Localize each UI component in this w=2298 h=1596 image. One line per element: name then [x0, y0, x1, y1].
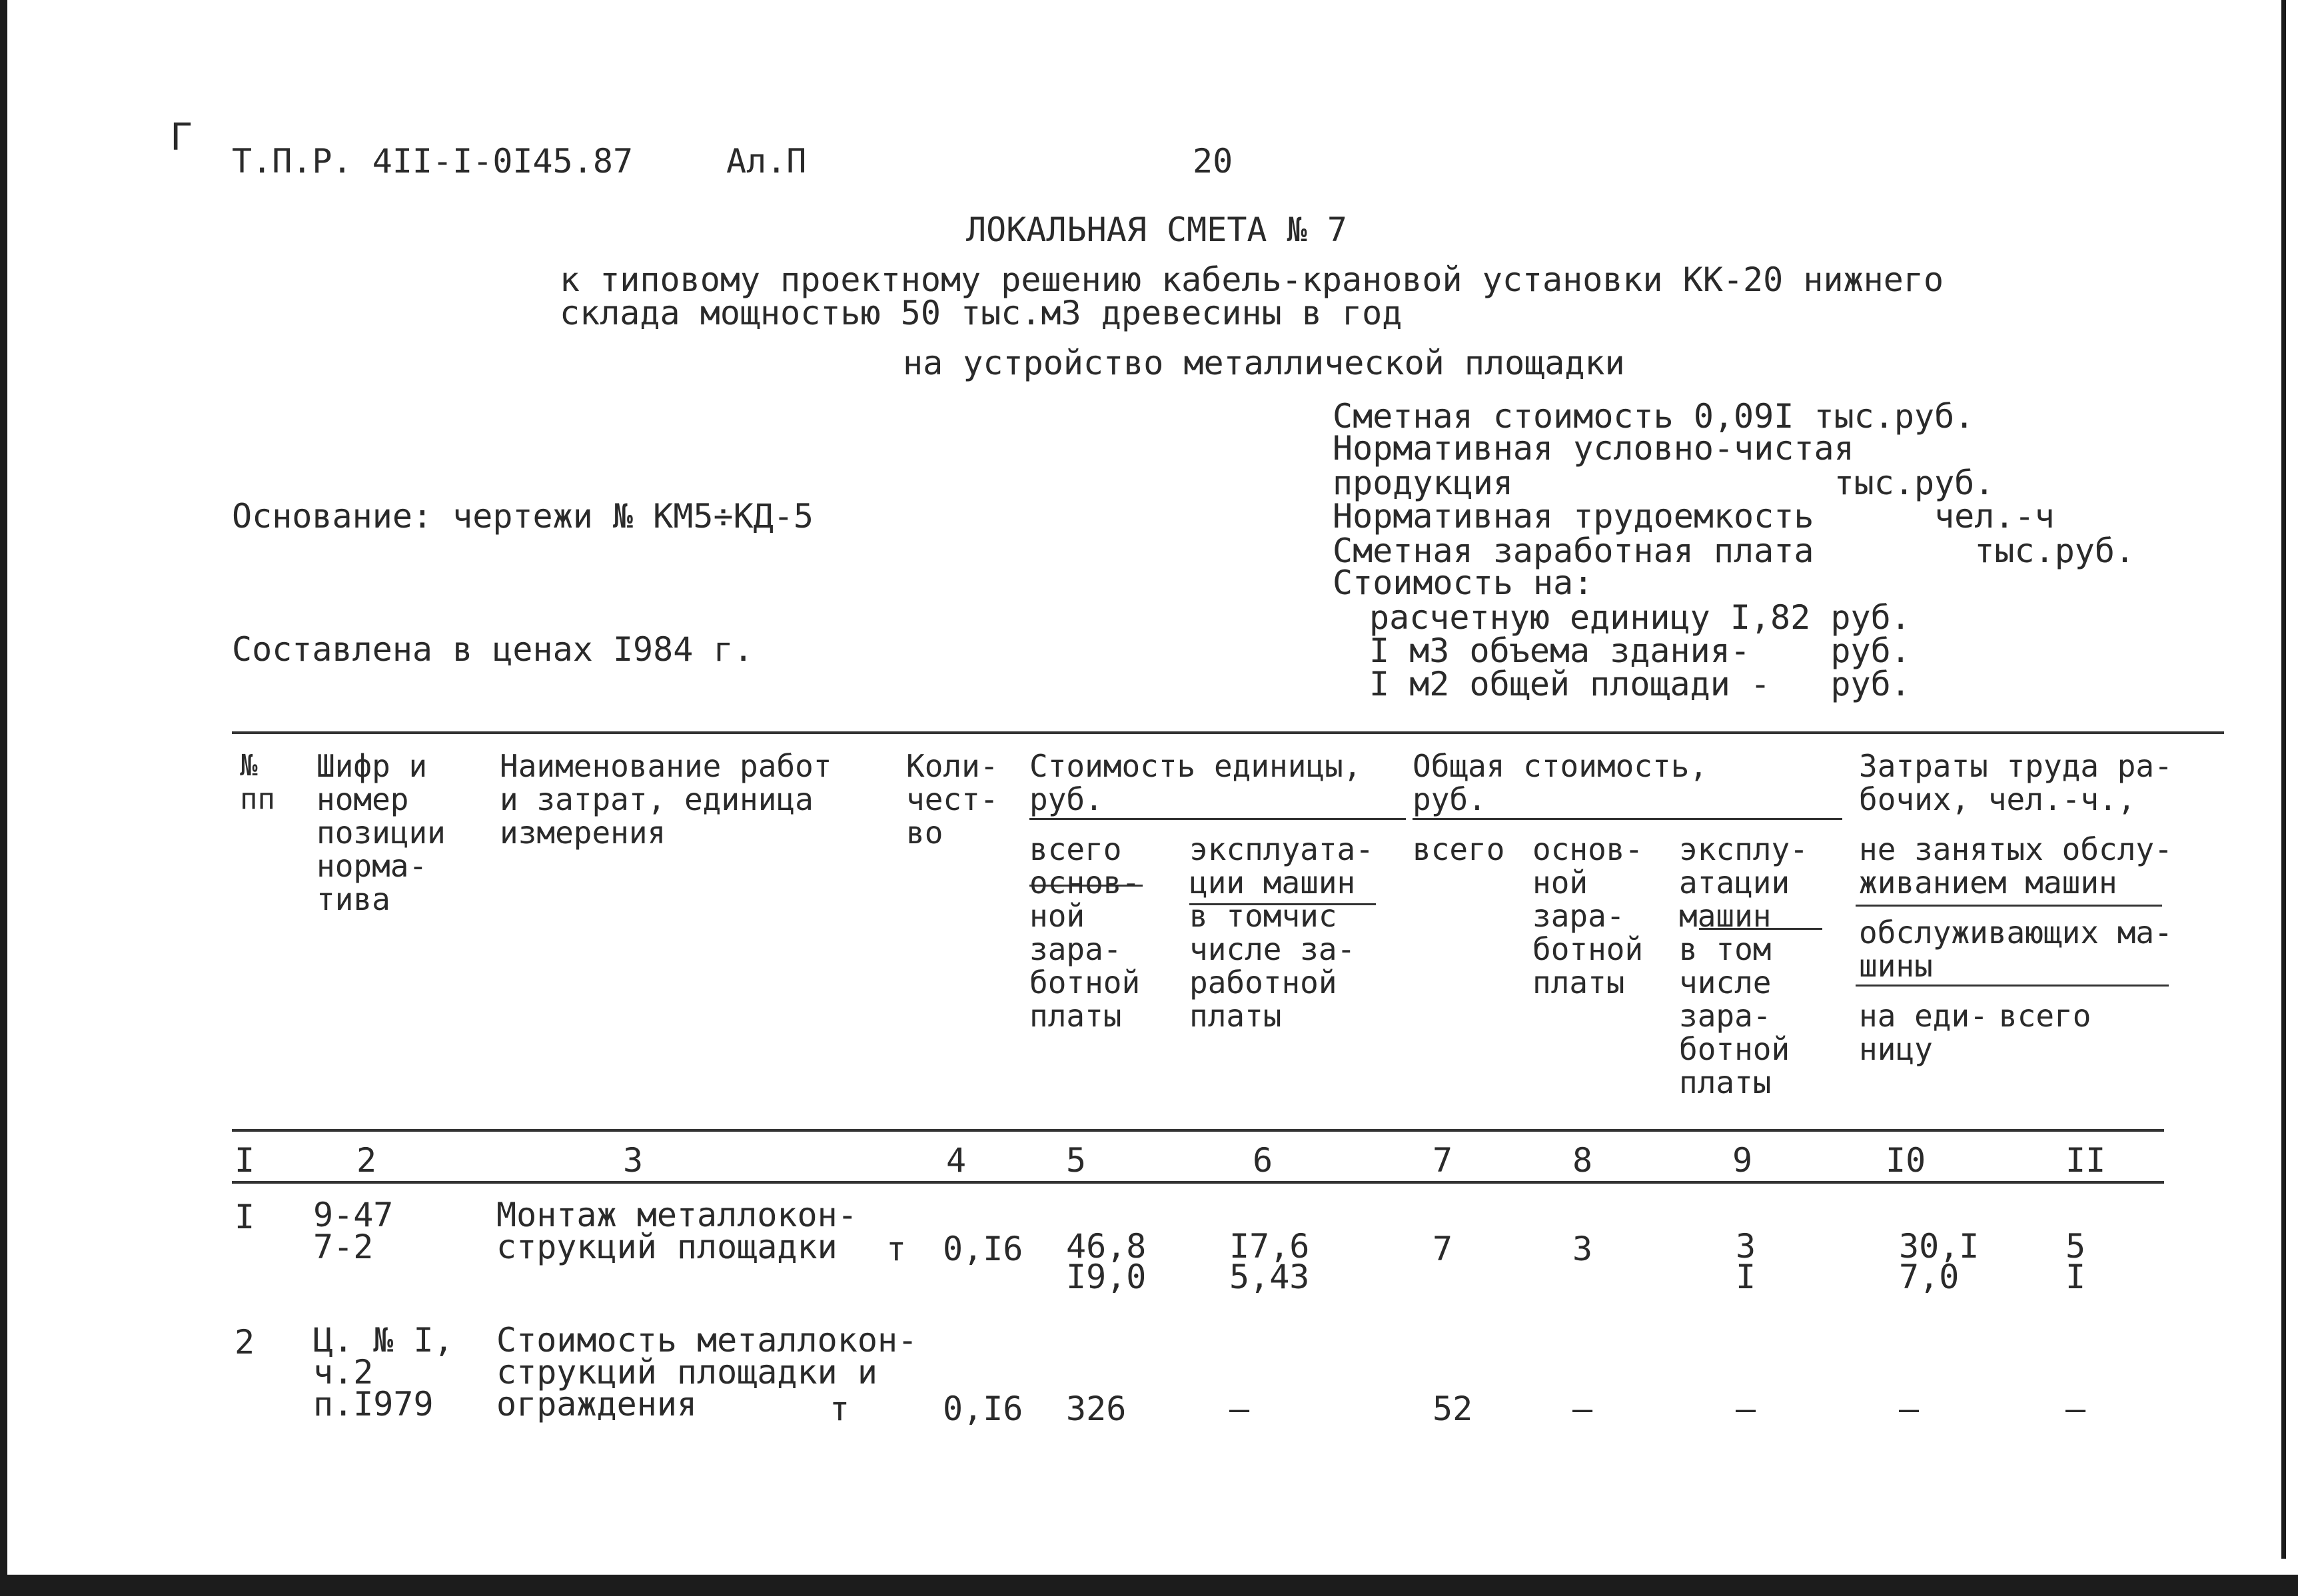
- row1-c7: 7: [1433, 1230, 1453, 1268]
- title-line-3: на устройство металлической площадки: [903, 344, 1625, 382]
- summary-line-1: Сметная стоимость 0,09I тыс.руб.: [1333, 397, 1975, 436]
- col-number-3: 3: [623, 1141, 644, 1180]
- col-number-8: 8: [1572, 1141, 1593, 1180]
- row2-code: Ц. № I, ч.2 п.I979: [313, 1321, 454, 1423]
- summary-line-8: I м3 объема здания- руб.: [1369, 631, 1911, 670]
- title-line-1: к типовому проектному решению кабель-крановой установки КК-20 нижнего: [560, 260, 1944, 299]
- summary-line-4: Нормативная трудоемкость чел.-ч: [1333, 497, 2055, 536]
- col-number-5: 5: [1066, 1141, 1087, 1180]
- hdr-col2: Шифр и номер позиции норма- тива: [316, 748, 446, 917]
- row2-unit: т: [830, 1390, 850, 1428]
- row2-number: 2: [235, 1323, 255, 1362]
- row2-c7: 52: [1433, 1390, 1473, 1428]
- row1-c8: 3: [1572, 1230, 1593, 1268]
- hdr-col4: Коли- чест- во: [906, 748, 999, 851]
- basis: Основание: чертежи № КМ5÷КД-5: [232, 497, 814, 536]
- summary-line-6: Стоимость на:: [1333, 564, 1594, 602]
- col-number-9: 9: [1732, 1141, 1753, 1180]
- summary-line-3: продукция тыс.руб.: [1333, 464, 1995, 502]
- scan-border-left: [0, 0, 7, 1596]
- album-number: Ал.П: [726, 142, 807, 181]
- row1-qty: 0,I6: [943, 1230, 1023, 1268]
- row2-c9: –: [1736, 1390, 1756, 1428]
- row1-number: I: [235, 1198, 255, 1236]
- page-number: 20: [1193, 142, 1233, 181]
- table-top-rule: [232, 731, 2224, 734]
- row1-name: Монтаж металлокон- струкций площадки: [496, 1196, 858, 1266]
- labor-serv-underline: [1856, 985, 2169, 987]
- scan-border-bottom: [0, 1575, 2298, 1596]
- col-number-4: 4: [946, 1141, 967, 1180]
- col-numbers-rule: [232, 1181, 2164, 1184]
- hdr-labor: Затраты труда ра- бочих, чел.-ч.,: [1859, 748, 2173, 817]
- hdr-labor-serv: обслуживающих ма- шины: [1859, 915, 2173, 984]
- row1-c5: 46,8 I9,0: [1066, 1227, 1147, 1296]
- row2-name: Стоимость металлокон- струкций площадки и ограждения: [496, 1321, 918, 1423]
- document-code: Т.П.Р. 4II-I-0I45.87: [232, 142, 634, 181]
- header-bottom-rule: [232, 1129, 2164, 1132]
- hdr-col11: всего: [1999, 998, 2091, 1034]
- hdr-col3: Наименование работ и затрат, единица измерения: [500, 748, 832, 851]
- hdr-col6: эксплуата- ции машин в томчис числе за- работной платы: [1189, 831, 1374, 1034]
- col-number-10: I0: [1886, 1141, 1926, 1180]
- total-cost-underline: [1413, 818, 1842, 820]
- row1-c9: 3 I: [1736, 1227, 1756, 1296]
- hdr-col1: № пп: [240, 749, 275, 816]
- hdr-unit-cost: Стоимость единицы, руб.: [1029, 748, 1362, 817]
- hdr-labor-not: не занятых обслу- живанием машин: [1859, 831, 2173, 901]
- title-line-2: склада мощностью 50 тыс.м3 древесины в год: [560, 294, 1403, 332]
- price-level: Составлена в ценах I984 г.: [232, 630, 754, 669]
- row2-c8: –: [1572, 1390, 1593, 1428]
- col-number-7: 7: [1433, 1141, 1453, 1180]
- hdr-col9: эксплу- атации машин в том числе зара- ботной платы: [1679, 831, 1808, 1100]
- scan-border-right: [2281, 0, 2286, 1559]
- row1-c11: 5 I: [2065, 1227, 2086, 1296]
- labor-not-underline: [1856, 905, 2162, 907]
- summary-line-9: I м2 общей площади - руб.: [1369, 665, 1911, 703]
- col-number-1: I: [235, 1141, 255, 1180]
- col-number-2: 2: [356, 1141, 377, 1180]
- hdr-col10: на еди- ницу: [1859, 998, 1988, 1067]
- row1-code: 9-47 7-2: [313, 1196, 394, 1266]
- hdr-col7: всего: [1413, 831, 1505, 867]
- row2-qty: 0,I6: [943, 1390, 1023, 1428]
- row2-c11: –: [2065, 1390, 2086, 1428]
- row1-c10: 30,I 7,0: [1899, 1227, 1980, 1296]
- corner-mark: Г: [170, 116, 193, 159]
- summary-line-5: Сметная заработная плата тыс.руб.: [1333, 532, 2135, 570]
- row2-c10: –: [1899, 1390, 1920, 1428]
- row1-c6: I7,6 5,43: [1229, 1227, 1310, 1296]
- row2-c5: 326: [1066, 1390, 1127, 1428]
- hdr-col8: основ- ной зара- ботной платы: [1532, 831, 1644, 1000]
- summary-line-2: Нормативная условно-чистая: [1333, 429, 1854, 468]
- document-title: ЛОКАЛЬНАЯ СМЕТА № 7: [966, 210, 1347, 249]
- col-number-6: 6: [1253, 1141, 1273, 1180]
- row2-c6: –: [1229, 1390, 1250, 1428]
- unit-cost-underline: [1029, 818, 1406, 820]
- col-number-11: II: [2065, 1141, 2106, 1180]
- row1-unit: т: [886, 1230, 907, 1268]
- hdr-total-cost: Общая стоимость, руб.: [1413, 748, 1708, 817]
- hdr-col5: всего основ- ной зара- ботной платы: [1029, 831, 1141, 1034]
- summary-line-7: расчетную единицу I,82 руб.: [1369, 598, 1911, 637]
